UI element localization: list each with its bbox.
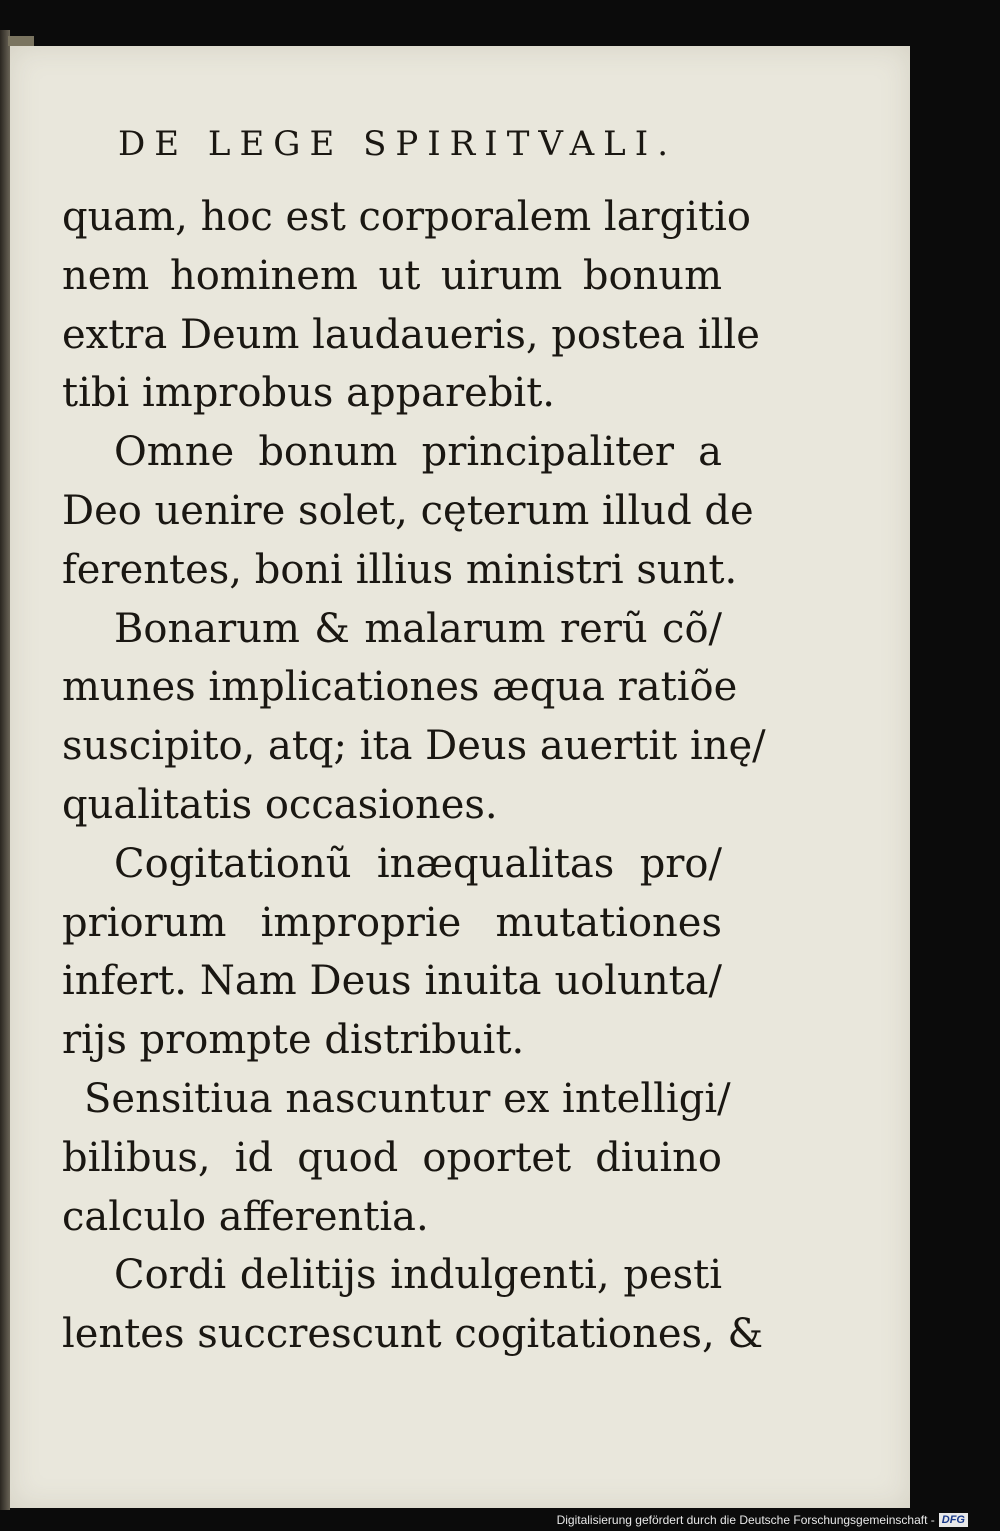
running-head: DE LEGE SPIRITVALI. [118, 124, 677, 164]
text-line: bilibus, id quod oportet diuino [62, 1134, 722, 1181]
paragraph-start: Cordi delitijs indulgenti, pesti [114, 1252, 722, 1299]
digitization-credit [557, 1513, 968, 1527]
text-line: tibi improbus apparebit. [62, 370, 556, 417]
book-spine-edge [0, 30, 10, 1510]
text-line: suscipito, atq; ita Deus auertit inę/ [62, 723, 766, 770]
text-line: munes implicationes æqua ratiõe [62, 664, 738, 711]
book-page [10, 46, 910, 1508]
text-line: lentes succrescunt cogitationes, & [62, 1311, 764, 1358]
paragraph-start: Bonarum & malarum rerũ cõ/ [114, 605, 722, 652]
text-line: ferentes, boni illius ministri sunt. [62, 546, 738, 593]
paragraph-start: Sensitiua nascuntur ex intelligi/ [84, 1075, 731, 1122]
text-line: Deo uenire solet, cęterum illud de [62, 487, 754, 534]
text-line: infert. Nam Deus inuita uolunta/ [62, 958, 722, 1005]
text-line: qualitatis occasiones. [62, 781, 498, 828]
scan-mark [8, 36, 34, 46]
credit-text: Digitalisierung gefördert durch die Deutsche Forschungsgemeinschaft - [556, 1513, 935, 1527]
paragraph-start: Cogitationũ inæqualitas pro/ [114, 840, 722, 887]
text-line: quam, hoc est corporalem largitio [62, 194, 752, 240]
text-line: nem hominem ut uirum bonum [62, 252, 722, 299]
text-line: priorum improprie mutationes [62, 899, 722, 946]
text-line: calculo afferentia. [62, 1193, 429, 1240]
dfg-logo: DFG [939, 1513, 968, 1527]
paragraph-start: Omne bonum principaliter a [114, 429, 722, 476]
text-block [62, 188, 766, 1364]
text-line: rijs prompte distribuit. [62, 1017, 525, 1064]
text-line: extra Deum laudaueris, postea ille [62, 311, 760, 358]
